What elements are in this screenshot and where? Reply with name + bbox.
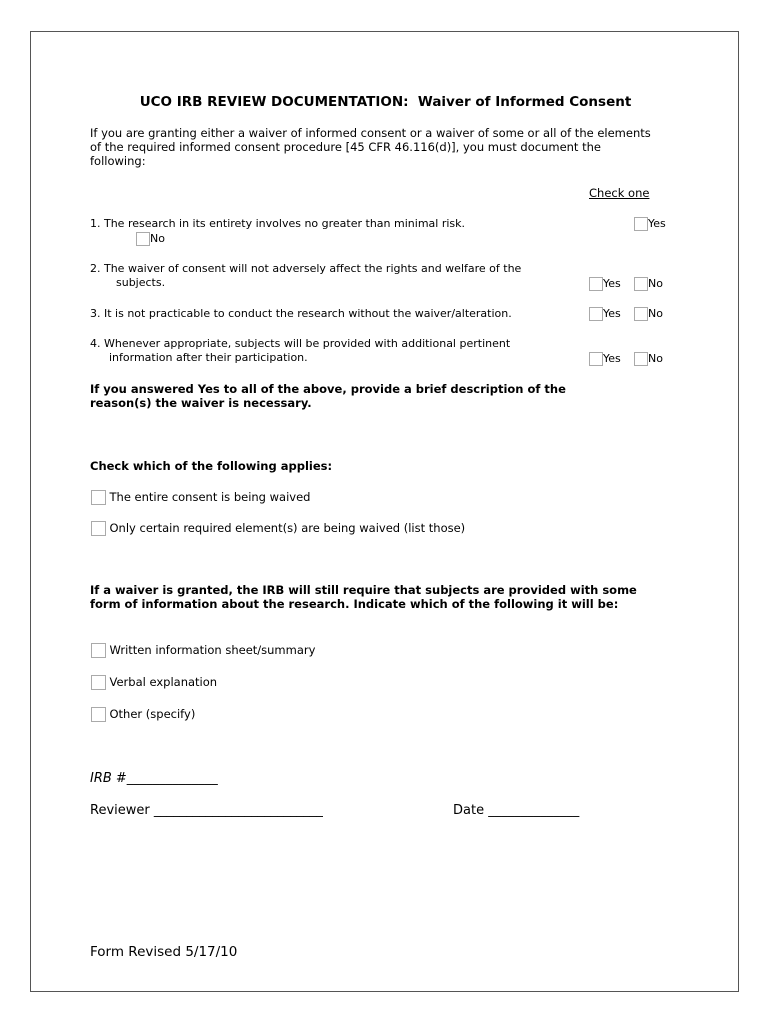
question-3-yes-option[interactable] [589,306,621,322]
question-2-yes-checkbox[interactable] [589,277,603,291]
irb-number-field[interactable]: IRB #______________ [90,771,218,786]
question-4-no-checkbox[interactable] [634,352,648,366]
info-option-written[interactable] [91,642,315,658]
check-one-header: Check one [589,186,650,200]
question-4-no-option[interactable] [634,351,663,367]
info-option-verbal[interactable] [91,674,217,690]
yes-all-instruction: If you answered Yes to all of the above, provide a brief description of the reason(s) the waiver is necessary. [90,382,566,410]
question-3-no-checkbox[interactable] [634,307,648,321]
reviewer-field[interactable]: Reviewer __________________________ [90,803,323,818]
info-other-label: Other (specify) [109,707,196,721]
question-3-no-label: No [648,307,663,320]
question-1-no-label: No [150,232,165,245]
question-2-text-line2: subjects. [116,276,166,289]
question-3-text: 3. It is not practicable to conduct the research without the waiver/alteration. [90,307,512,320]
question-2-yes-label: Yes [603,277,621,290]
question-1-no-checkbox[interactable] [136,232,150,246]
check-which-heading: Check which of the following applies: [90,459,333,473]
question-1-text: 1. The research in its entirety involves no greater than minimal risk. [90,217,466,230]
info-verbal-label: Verbal explanation [109,675,218,689]
form-title: UCO IRB REVIEW DOCUMENTATION: Waiver of Informed Consent [139,94,632,110]
question-4-yes-checkbox[interactable] [589,352,603,366]
applies-certain-checkbox[interactable] [91,521,106,536]
info-written-checkbox[interactable] [91,643,106,658]
question-4-yes-label: Yes [603,352,621,365]
question-4-no-label: No [648,352,663,365]
question-3-yes-checkbox[interactable] [589,307,603,321]
question-3-yes-label: Yes [603,307,621,320]
question-4-yes-option[interactable] [589,351,621,367]
question-1-yes-label: Yes [648,217,666,230]
question-2-yes-option[interactable] [589,276,621,292]
applies-entire-label: The entire consent is being waived [109,490,311,504]
applies-entire-checkbox[interactable] [91,490,106,505]
question-2-no-label: No [648,277,663,290]
question-2-text-line1: 2. The waiver of consent will not adversely affect the rights and welfare of the [90,262,522,275]
applies-option-certain[interactable] [91,520,465,536]
info-verbal-checkbox[interactable] [91,675,106,690]
date-field[interactable]: Date ______________ [453,803,580,818]
question-1-yes-checkbox[interactable] [634,217,648,231]
form-page [30,31,739,992]
intro-paragraph: If you are granting either a waiver of informed consent or a waiver of some or all of the elements of the required informed consent procedure [45 CFR 46.116(d)], you must document the following: [90,126,651,168]
question-2-no-option[interactable] [634,276,663,292]
question-4-text-line1: 4. Whenever appropriate, subjects will be provided with additional pertinent [90,337,511,350]
form-revised-footer: Form Revised 5/17/10 [90,944,238,960]
question-3-no-option[interactable] [634,306,663,322]
info-option-other[interactable] [91,706,195,722]
question-1-yes-option[interactable] [634,216,666,232]
applies-certain-label: Only certain required element(s) are being waived (list those) [109,521,466,535]
question-1-no-option[interactable] [136,231,165,247]
waiver-granted-instruction: If a waiver is granted, the IRB will still require that subjects are provided with some form of information about the research. Indicate which of the following it will be: [90,583,637,611]
applies-option-entire[interactable] [91,489,310,505]
info-written-label: Written information sheet/summary [109,643,316,657]
question-4-text-line2: information after their participation. [109,351,308,364]
info-other-checkbox[interactable] [91,707,106,722]
question-2-no-checkbox[interactable] [634,277,648,291]
